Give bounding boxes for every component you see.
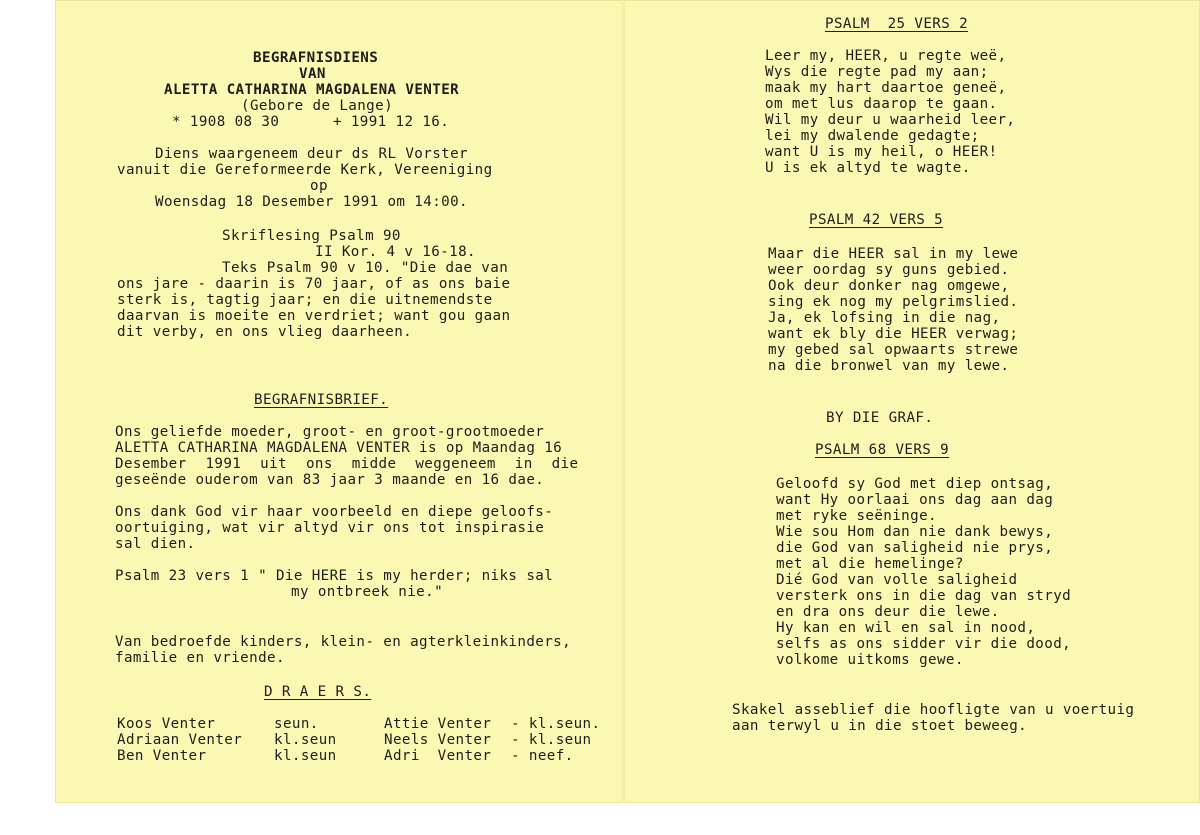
bearer-relation: - kl.seun xyxy=(511,732,592,748)
psalm25-line: want U is my heil, o HEER! xyxy=(765,144,998,160)
sermon-text-line: sterk is, tagtig jaar; en die uitnemendste xyxy=(117,292,493,308)
service-line: op xyxy=(310,178,328,194)
bearer-name: Neels Venter xyxy=(384,732,492,748)
psalm68-line: en dra ons deur die lewe. xyxy=(776,604,1000,620)
psalm68-line: Dié God van volle saligheid xyxy=(776,572,1018,588)
family-line: Van bedroefde kinders, klein- en agterkleinkinders, xyxy=(115,634,572,650)
letter-line: Desember 1991 uit ons midde weggeneem in die xyxy=(115,456,579,472)
sermon-text-line: ons jare - daarin is 70 jaar, of as ons baie xyxy=(117,276,511,292)
letter-line: Ons dank God vir haar voorbeeld en diepe geloofs- xyxy=(115,504,554,520)
psalm42-line: Maar die HEER sal in my lewe xyxy=(768,246,1019,262)
psalm68-line: selfs as ons sidder vir die dood, xyxy=(776,636,1072,652)
service-line: vanuit die Gereformeerde Kerk, Vereeniging xyxy=(117,162,493,178)
psalm68-line: volkome uitkoms gewe. xyxy=(776,652,964,668)
sermon-text-line: daarvan is moeite en verdriet; want gou gaan xyxy=(117,308,511,324)
psalm68-line: met ryke seëninge. xyxy=(776,508,937,524)
letter-heading: BEGRAFNISBRIEF. xyxy=(254,392,389,408)
psalm42-line: na die bronwel van my lewe. xyxy=(768,358,1010,374)
psalm68-line: want Hy oorlaai ons dag aan dag xyxy=(776,492,1054,508)
psalm42-line: Ook deur donker nag omgewe, xyxy=(768,278,1010,294)
psalm68-line: die God van saligheid nie prys, xyxy=(776,540,1054,556)
bearer-name: Adri Venter xyxy=(384,748,492,764)
service-heading: BEGRAFNISDIENS xyxy=(253,50,379,66)
bearer-relation: kl.seun xyxy=(274,748,337,764)
psalm25-line: Wys die regte pad my aan; xyxy=(765,64,989,80)
psalm68-title: PSALM 68 VERS 9 xyxy=(815,442,950,458)
bearer-name: Adriaan Venter xyxy=(117,732,243,748)
psalm25-line: maak my hart daartoe geneë, xyxy=(765,80,1007,96)
psalm42-line: Ja, ek lofsing in die nag, xyxy=(768,310,1001,326)
service-line: Diens waargeneem deur ds RL Vorster xyxy=(155,146,468,162)
letter-line: Ons geliefde moeder, groot- en groot-grootmoeder xyxy=(115,424,545,440)
psalm25-line: U is ek altyd te wagte. xyxy=(765,160,971,176)
deceased-name: ALETTA CATHARINA MAGDALENA VENTER xyxy=(164,82,460,98)
psalm25-line: Wil my deur u waarheid leer, xyxy=(765,112,1016,128)
grave-heading: BY DIE GRAF. xyxy=(826,410,934,426)
bearer-relation: seun. xyxy=(274,716,319,732)
letter-line: ALETTA CATHARINA MAGDALENA VENTER is op Maandag 16 xyxy=(115,440,563,456)
psalm42-line: my gebed sal opwaarts strewe xyxy=(768,342,1019,358)
bearer-name: Ben Venter xyxy=(117,748,207,764)
psalm25-line: lei my dwalende gedagte; xyxy=(765,128,980,144)
page-fold xyxy=(622,0,625,803)
psalm42-line: want ek bly die HEER verwag; xyxy=(768,326,1019,342)
bearer-relation: - kl.seun. xyxy=(511,716,601,732)
psalm25-line: om met lus daarop te gaan. xyxy=(765,96,998,112)
scripture-reading: II Kor. 4 v 16-18. xyxy=(315,244,476,260)
family-line: familie en vriende. xyxy=(115,650,285,666)
scripture-reading: Skriflesing Psalm 90 xyxy=(222,228,401,244)
bearer-name: Attie Venter xyxy=(384,716,492,732)
psalm25-line: Leer my, HEER, u regte weë, xyxy=(765,48,1007,64)
psalm68-line: met al die hemelinge? xyxy=(776,556,964,572)
sermon-text-line: Teks Psalm 90 v 10. "Die dae van xyxy=(222,260,509,276)
born-as: (Gebore de Lange) xyxy=(241,98,394,114)
letter-line: geseënde ouderom van 83 jaar 3 maande en 16 dae. xyxy=(115,472,545,488)
bearers-heading: D R A E R S. xyxy=(264,684,372,700)
psalm42-line: sing ek nog my pelgrimslied. xyxy=(768,294,1019,310)
service-line: Woensdag 18 Desember 1991 om 14:00. xyxy=(155,194,468,210)
psalm23-line: my ontbreek nie." xyxy=(291,584,444,600)
bearer-relation: - neef. xyxy=(511,748,574,764)
psalm42-title: PSALM 42 VERS 5 xyxy=(809,212,944,228)
psalm23-line: Psalm 23 vers 1 " Die HERE is my herder; niks sal xyxy=(115,568,554,584)
bearer-relation: kl.seun xyxy=(274,732,337,748)
psalm68-line: Hy kan en wil en sal in nood, xyxy=(776,620,1036,636)
closing-line: Skakel asseblief die hoofligte van u voertuig xyxy=(732,702,1135,718)
letter-line: oortuiging, wat vir altyd vir ons tot inspirasie xyxy=(115,520,545,536)
psalm68-line: Wie sou Hom dan nie dank bewys, xyxy=(776,524,1054,540)
sermon-text-line: dit verby, en ons vlieg daarheen. xyxy=(117,324,413,340)
closing-line: aan terwyl u in die stoet beweeg. xyxy=(732,718,1028,734)
bearer-name: Koos Venter xyxy=(117,716,216,732)
letter-line: sal dien. xyxy=(115,536,196,552)
van-label: VAN xyxy=(299,66,326,82)
life-dates: * 1908 08 30 + 1991 12 16. xyxy=(172,114,450,130)
psalm25-title: PSALM 25 VERS 2 xyxy=(825,16,969,32)
psalm68-line: Geloofd sy God met diep ontsag, xyxy=(776,476,1054,492)
psalm68-line: versterk ons in die dag van stryd xyxy=(776,588,1072,604)
psalm42-line: weer oordag sy guns gebied. xyxy=(768,262,1010,278)
